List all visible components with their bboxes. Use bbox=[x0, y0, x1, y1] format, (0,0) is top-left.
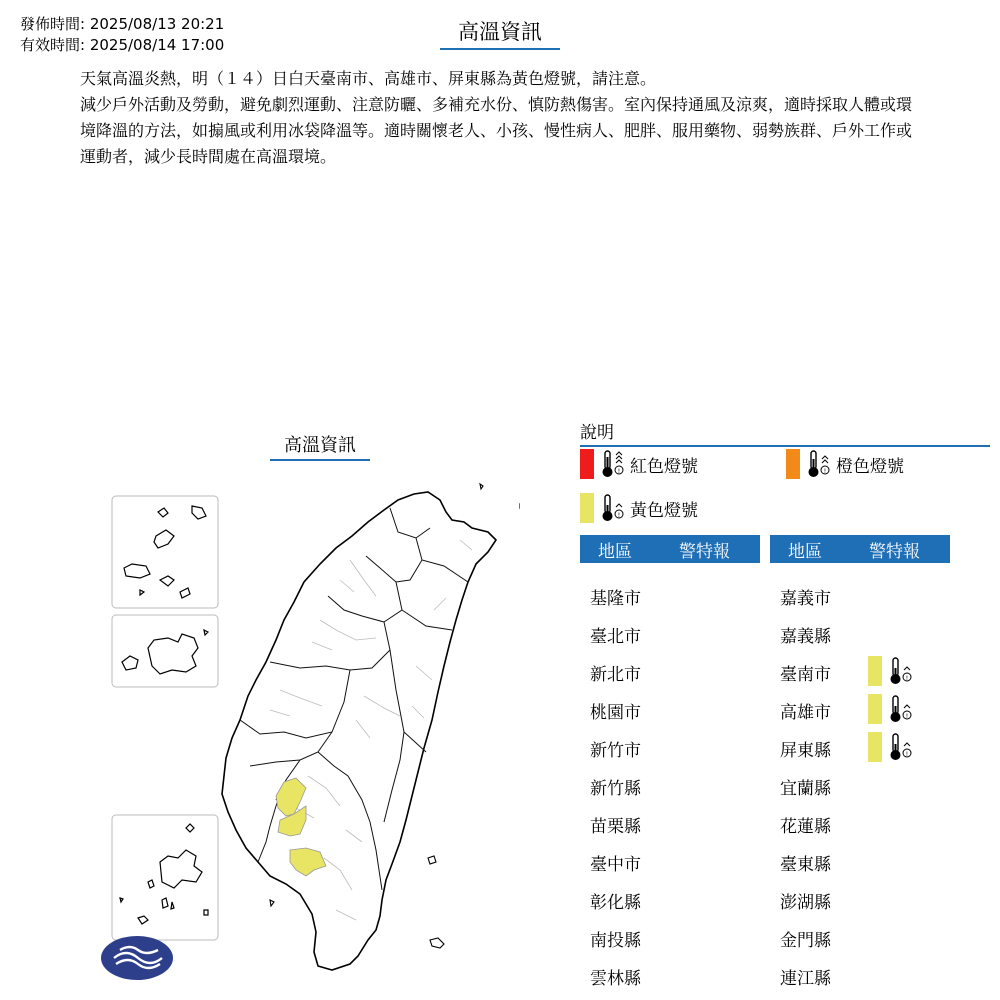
svg-text:!: ! bbox=[905, 713, 909, 720]
area-name: 澎湖縣 bbox=[780, 893, 831, 913]
table-header-left bbox=[580, 535, 760, 563]
table-row bbox=[580, 804, 760, 842]
table-row bbox=[580, 842, 760, 880]
col-area-left: 地區 bbox=[598, 541, 632, 562]
area-name: 臺東縣 bbox=[780, 855, 831, 875]
thermometer-icon bbox=[598, 449, 626, 479]
yellow-swatch bbox=[868, 732, 882, 762]
thermometer-icon bbox=[598, 493, 626, 523]
legend-item-orange bbox=[786, 449, 904, 479]
table-row bbox=[580, 956, 760, 994]
svg-text:!: ! bbox=[617, 512, 621, 519]
col-warning-left: 警特報 bbox=[679, 541, 730, 562]
page-title: 高溫資訊 bbox=[440, 16, 560, 50]
legend-label-red: 紅色燈號 bbox=[630, 456, 698, 477]
area-name: 彰化縣 bbox=[590, 893, 641, 913]
area-name: 基隆市 bbox=[590, 589, 641, 609]
svg-text:!: ! bbox=[905, 675, 909, 682]
issue-info bbox=[20, 14, 224, 56]
table-row bbox=[770, 956, 950, 994]
inset-box-kinmen bbox=[112, 615, 218, 687]
col-warning-right: 警特報 bbox=[869, 541, 920, 562]
cwa-logo bbox=[101, 936, 173, 980]
yellow-warning-marker bbox=[868, 694, 914, 724]
table-row bbox=[770, 918, 950, 956]
table-row bbox=[580, 880, 760, 918]
table-row bbox=[580, 766, 760, 804]
inset-box-matsu bbox=[112, 496, 218, 608]
area-name: 新北市 bbox=[590, 665, 641, 685]
main-island-outline bbox=[222, 492, 496, 970]
table-row bbox=[770, 804, 950, 842]
legend-label-orange: 橙色燈號 bbox=[836, 456, 904, 477]
area-name: 嘉義市 bbox=[780, 589, 831, 609]
legend-title: 說明 bbox=[580, 418, 990, 447]
area-name: 金門縣 bbox=[780, 931, 831, 951]
table-header-right bbox=[770, 535, 950, 563]
description bbox=[80, 66, 920, 170]
table-row bbox=[770, 614, 950, 652]
table-row bbox=[770, 842, 950, 880]
orange-swatch bbox=[786, 449, 800, 479]
table-row bbox=[770, 652, 950, 690]
area-name: 宜蘭縣 bbox=[780, 779, 831, 799]
issue-time: 發佈時間: 2025/08/13 20:21 bbox=[20, 15, 225, 33]
legend-item-red bbox=[580, 449, 698, 479]
table-row bbox=[770, 690, 950, 728]
description-line-1: 天氣高溫炎熱，明（１４）日白天臺南市、高雄市、屏東縣為黃色燈號，請注意。 bbox=[80, 69, 657, 88]
area-name: 連江縣 bbox=[780, 969, 831, 989]
svg-text:!: ! bbox=[823, 468, 827, 475]
legend-label-yellow: 黃色燈號 bbox=[630, 500, 698, 521]
yellow-warning-marker bbox=[868, 732, 914, 762]
thermometer-icon bbox=[886, 694, 914, 724]
area-name: 屏東縣 bbox=[780, 741, 831, 761]
svg-text:!: ! bbox=[905, 751, 909, 758]
valid-time: 有效時間: 2025/08/14 17:00 bbox=[20, 36, 225, 54]
col-area-right: 地區 bbox=[788, 541, 822, 562]
table-row bbox=[770, 766, 950, 804]
map-title: 高溫資訊 bbox=[270, 431, 370, 461]
yellow-swatch bbox=[868, 694, 882, 724]
area-name: 新竹縣 bbox=[590, 779, 641, 799]
area-name: 新竹市 bbox=[590, 741, 641, 761]
area-name: 嘉義縣 bbox=[780, 627, 831, 647]
description-line-2: 減少戶外活動及勞動，避免劇烈運動、注意防曬、多補充水份、慎防熱傷害。室內保持通風及涼爽，適時採取人體或環境降溫的方法，如搧風或利用冰袋降溫等。適時關懷老人、小孩、慢性病人、肥胖、服用藥物、弱勢族群、戶外工作或運動者，減少長時間處在高溫環境。 bbox=[80, 95, 913, 166]
taiwan-map bbox=[100, 470, 520, 990]
thermometer-icon bbox=[886, 732, 914, 762]
area-name: 高雄市 bbox=[780, 703, 831, 723]
table-row bbox=[580, 690, 760, 728]
svg-text:!: ! bbox=[617, 468, 621, 475]
area-name: 南投縣 bbox=[590, 931, 641, 951]
table-row bbox=[580, 918, 760, 956]
area-name: 臺中市 bbox=[590, 855, 641, 875]
area-name: 臺北市 bbox=[590, 627, 641, 647]
area-name: 桃園市 bbox=[590, 703, 641, 723]
area-name: 雲林縣 bbox=[590, 969, 641, 989]
inset-box-penghu bbox=[112, 815, 218, 940]
area-name: 花蓮縣 bbox=[780, 817, 831, 837]
table-row bbox=[580, 652, 760, 690]
thermometer-icon bbox=[804, 449, 832, 479]
yellow-warning-marker bbox=[868, 656, 914, 686]
thermometer-icon bbox=[886, 656, 914, 686]
area-name: 苗栗縣 bbox=[590, 817, 641, 837]
table-row bbox=[770, 728, 950, 766]
yellow-swatch bbox=[580, 493, 594, 523]
red-swatch bbox=[580, 449, 594, 479]
table-row bbox=[770, 880, 950, 918]
yellow-swatch bbox=[868, 656, 882, 686]
table-row bbox=[580, 614, 760, 652]
table-row bbox=[580, 728, 760, 766]
legend-item-yellow bbox=[580, 493, 698, 523]
area-name: 臺南市 bbox=[780, 665, 831, 685]
table-row bbox=[770, 576, 950, 614]
table-row bbox=[580, 576, 760, 614]
